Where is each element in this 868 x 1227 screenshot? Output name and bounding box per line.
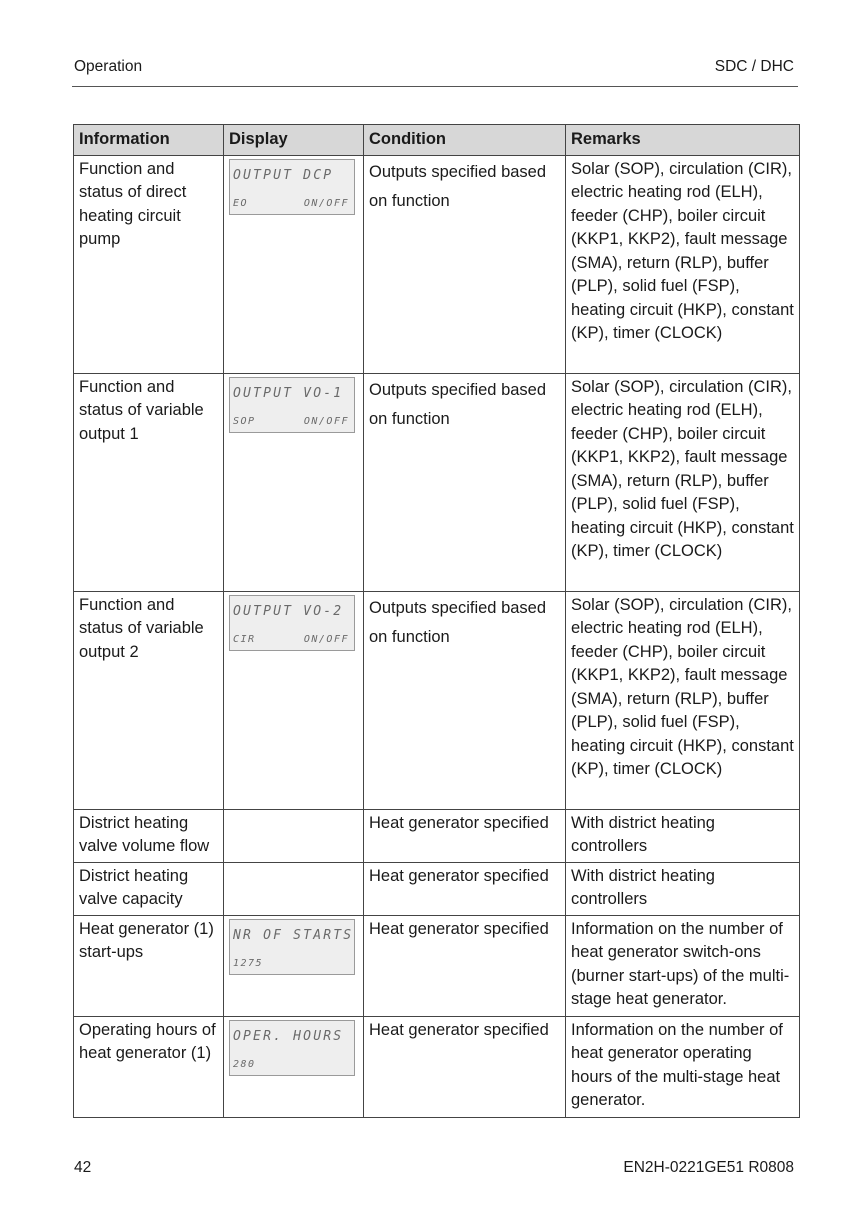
remarks-cell: Information on the number of heat generator operating hours of the multi-stage heat generator.	[566, 1016, 800, 1117]
header-divider	[72, 86, 798, 87]
remarks-cell: Information on the number of heat generator switch-ons (burner start-ups) of the multi-stage heat generator.	[566, 915, 800, 1016]
display-cell	[224, 591, 364, 809]
info-cell: Function and status of variable output 2	[74, 591, 224, 809]
info-cell: Function and status of direct heating circuit pump	[74, 155, 224, 373]
condition-cell: Outputs specified based on function	[364, 591, 566, 809]
column-header-condition: Condition	[364, 125, 566, 156]
info-cell: Heat generator (1) start-ups	[74, 915, 224, 1016]
column-header-remarks: Remarks	[566, 125, 800, 156]
lcd-display	[229, 159, 355, 215]
column-header-display: Display	[224, 125, 364, 156]
lcd-line-1: OPER. HOURS	[233, 1028, 344, 1044]
display-cell	[224, 862, 364, 915]
lcd-display	[229, 1020, 355, 1076]
info-cell: Function and status of variable output 1	[74, 373, 224, 591]
table-row	[74, 862, 800, 915]
lcd-line-1: OUTPUT DCP	[233, 167, 334, 183]
table-row	[74, 809, 800, 862]
header-product-name: SDC / DHC	[714, 58, 794, 75]
lcd-line-2-left: SOP	[233, 415, 256, 427]
lcd-line-2-left: 1275	[233, 957, 264, 969]
display-cell	[224, 1016, 364, 1117]
display-cell	[224, 809, 364, 862]
condition-cell: Outputs specified based on function	[364, 373, 566, 591]
information-table	[73, 124, 800, 1118]
display-cell	[224, 155, 364, 373]
lcd-line-2-right: ON/OFF	[303, 415, 349, 427]
lcd-line-1: OUTPUT VO-1	[233, 385, 344, 401]
remarks-cell: With district heating controllers	[566, 809, 800, 862]
lcd-line-1: OUTPUT VO-2	[233, 603, 344, 619]
lcd-display	[229, 377, 355, 433]
header-section-title: Operation	[74, 58, 143, 75]
condition-cell: Outputs specified based on function	[364, 155, 566, 373]
table-row	[74, 1016, 800, 1117]
column-header-information: Information	[74, 125, 224, 156]
display-cell	[224, 373, 364, 591]
info-cell: Operating hours of heat generator (1)	[74, 1016, 224, 1117]
lcd-line-1: NR OF STARTS	[233, 927, 354, 943]
remarks-cell: Solar (SOP), circulation (CIR), electric heating rod (ELH), feeder (CHP), boiler circuit (KKP1, KKP2), fault message (SMA), return (RLP), buffer (PLP), solid fuel (FSP), heating circuit (HKP), constant (KP), timer (CLOCK)	[566, 591, 800, 809]
lcd-display	[229, 595, 355, 651]
condition-cell: Heat generator specified	[364, 1016, 566, 1117]
condition-cell: Heat generator specified	[364, 809, 566, 862]
lcd-line-2-right: ON/OFF	[303, 633, 349, 645]
lcd-line-2-right: ON/OFF	[303, 197, 349, 209]
table-row	[74, 155, 800, 373]
lcd-display	[229, 919, 355, 975]
info-cell: District heating valve capacity	[74, 862, 224, 915]
info-cell: District heating valve volume flow	[74, 809, 224, 862]
page-number: 42	[74, 1159, 92, 1176]
lcd-line-2-left: 280	[233, 1058, 256, 1070]
remarks-cell: Solar (SOP), circulation (CIR), electric heating rod (ELH), feeder (CHP), boiler circuit (KKP1, KKP2), fault message (SMA), return (RLP), buffer (PLP), solid fuel (FSP), heating circuit (HKP), constant (KP), timer (CLOCK)	[566, 373, 800, 591]
condition-cell: Heat generator specified	[364, 862, 566, 915]
lcd-line-2-left: CIR	[233, 633, 256, 645]
condition-cell: Heat generator specified	[364, 915, 566, 1016]
lcd-line-2-left: EO	[233, 197, 249, 209]
table-row	[74, 915, 800, 1016]
document-code: EN2H-0221GE51 R0808	[623, 1159, 794, 1176]
remarks-cell: With district heating controllers	[566, 862, 800, 915]
table-header-row	[74, 125, 800, 156]
display-cell	[224, 915, 364, 1016]
table-row	[74, 373, 800, 591]
remarks-cell: Solar (SOP), circulation (CIR), electric heating rod (ELH), feeder (CHP), boiler circuit (KKP1, KKP2), fault message (SMA), return (RLP), buffer (PLP), solid fuel (FSP), heating circuit (HKP), constant (KP), timer (CLOCK)	[566, 155, 800, 373]
table-row	[74, 591, 800, 809]
